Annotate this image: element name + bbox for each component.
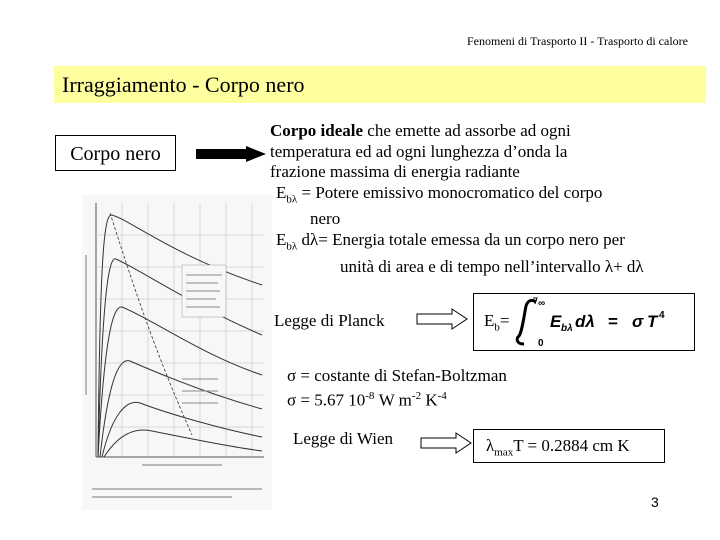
stefan-boltzmann-formula xyxy=(473,293,695,351)
sigma-unit-k: K xyxy=(421,390,438,410)
course-header: Fenomeni di Trasporto II - Trasporto di calore xyxy=(467,34,688,48)
eb-definition: = Potere emissivo monocromatico del corpo xyxy=(297,182,603,202)
svg-text:∞: ∞ xyxy=(538,298,546,309)
eb-symbol: E xyxy=(276,182,287,202)
wien-lambda: λ xyxy=(486,436,495,455)
eb2-definition-cont: unità di area e di tempo nell’intervallo λ+ dλ xyxy=(340,256,644,276)
sigma-unit-w: W m xyxy=(374,390,412,410)
formula-equals: = xyxy=(499,311,510,330)
definition-text xyxy=(270,121,710,277)
svg-text:T: T xyxy=(647,312,658,331)
eb2-definition: dλ= Energia totale emessa da un corpo nero per xyxy=(297,229,625,249)
definition-line3: frazione massima di energia radiante xyxy=(270,162,520,181)
integral-formula-image xyxy=(510,296,692,348)
sigma-exp3: -4 xyxy=(437,390,447,402)
svg-text:bλ: bλ xyxy=(561,323,573,334)
svg-text:dλ: dλ xyxy=(575,312,595,331)
sigma-line-1: σ = costante di Stefan-Boltzman xyxy=(287,366,507,385)
definition-bold: Corpo ideale xyxy=(270,121,364,140)
definition-rest: che emette ad assorbe ad ogni xyxy=(363,121,571,140)
wien-law-label: Legge di Wien xyxy=(293,429,394,448)
sigma-value: σ = 5.67 10 xyxy=(287,390,366,410)
page-number: 3 xyxy=(651,494,659,510)
svg-text:σ: σ xyxy=(632,312,644,331)
formula-eb-symbol: E xyxy=(484,311,495,330)
eb-definition-cont: nero xyxy=(310,209,341,229)
planck-law-label: Legge di Planck xyxy=(274,311,385,330)
eb2-sub: bλ xyxy=(286,240,298,253)
planck-arrow-icon xyxy=(416,308,468,330)
stefan-boltzmann-constant xyxy=(287,365,507,411)
right-arrow-icon xyxy=(196,146,266,162)
wien-formula xyxy=(473,429,665,463)
wien-arrow-icon xyxy=(420,432,472,454)
definition-line2: temperatura ed ad ogni lunghezza d’onda la xyxy=(270,141,568,161)
svg-text:4: 4 xyxy=(659,310,665,321)
wien-rest: T = 0.2884 cm K xyxy=(513,436,630,455)
formula-eb-sub: b xyxy=(494,321,500,334)
sigma-exp1: -8 xyxy=(365,390,375,402)
corpo-nero-box: Corpo nero xyxy=(55,135,176,171)
eb2-symbol: E xyxy=(276,229,287,249)
planck-curves-figure xyxy=(82,195,272,510)
slide-title: Irraggiamento - Corpo nero xyxy=(54,66,706,103)
svg-text:E: E xyxy=(550,312,562,331)
planck-curves-image xyxy=(82,195,272,510)
eb-sub: bλ xyxy=(286,192,298,205)
sigma-exp2: -2 xyxy=(411,390,422,402)
svg-text:0: 0 xyxy=(538,338,544,348)
wien-sub: max xyxy=(494,446,514,459)
svg-text:=: = xyxy=(608,312,618,331)
